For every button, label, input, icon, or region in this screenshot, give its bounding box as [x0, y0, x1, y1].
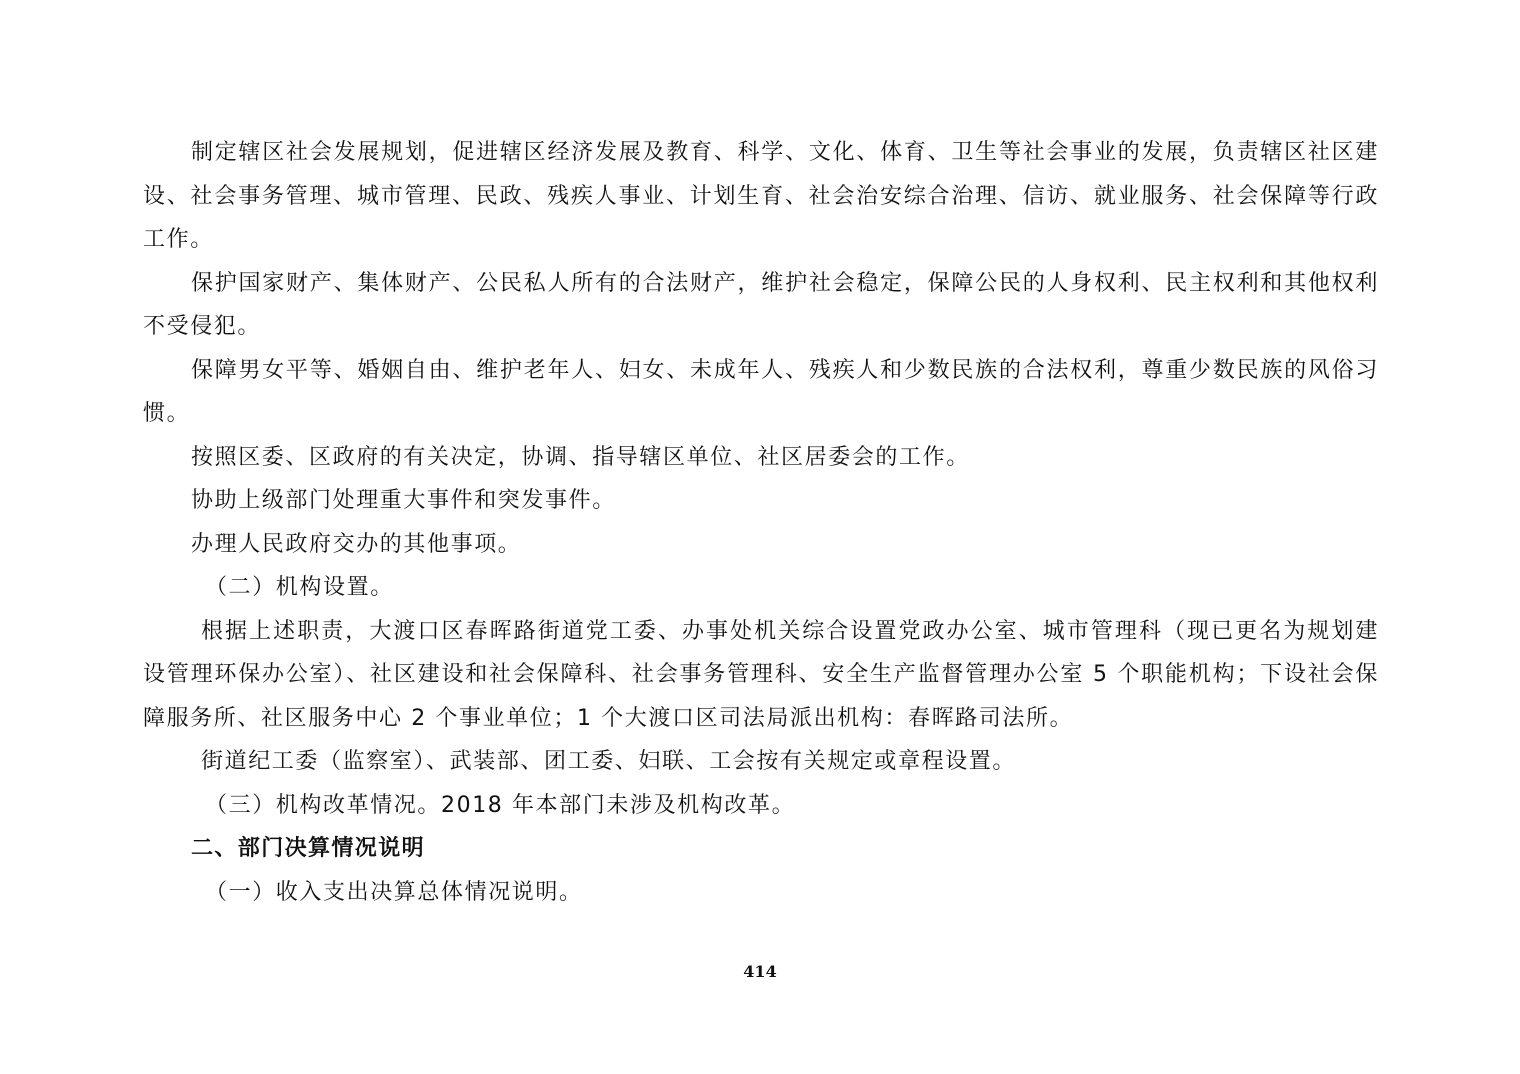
subheading-organization: （二）机构设置。 [205, 575, 394, 600]
document-body [143, 131, 1379, 914]
paragraph-duties-other: 办理人民政府交办的其他事项。 [191, 531, 522, 557]
paragraph-duties-property: 保护国家财产、集体财产、公民私人所有的合法财产，维护社会稳定，保障公民的人身权利、民主权利和其他权利不受侵犯。 [143, 270, 1379, 339]
paragraph-reform-status: （三）机构改革情况。2018 年本部门未涉及机构改革。 [205, 792, 796, 818]
section-heading-final-accounts: 二、部门决算情况说明 [191, 836, 426, 861]
paragraph-duties-equality: 保障男女平等、婚姻自由、维护老年人、妇女、未成年人、残疾人和少数民族的合法权利，尊重少数民族的风俗习惯。 [143, 357, 1379, 426]
paragraph-duties-planning: 制定辖区社会发展规划，促进辖区经济发展及教育、科学、文化、体育、卫生等社会事业的发展，负责辖区社区建设、社会事务管理、城市管理、民政、残疾人事业、计划生育、社会治安综合治理、信访、就业服务、社会保障等行政工作。 [143, 140, 1379, 252]
paragraph-organization-committees: 街道纪工委（监察室）、武装部、团工委、妇联、工会按有关规定或章程设置。 [201, 749, 1017, 774]
subheading-income-expenditure: （一）收入支出决算总体情况说明。 [205, 879, 583, 905]
paragraph-duties-emergency: 协助上级部门处理重大事件和突发事件。 [191, 488, 616, 513]
page-number: 414 [743, 962, 777, 981]
paragraph-organization-structure: 根据上述职责，大渡口区春晖路街道党工委、办事处机关综合设置党政办公室、城市管理科（现已更名为规划建设管理环保办公室）、社区建设和社会保障科、社会事务管理科、安全生产监督管理办公室 5 个职能机构；下设社会保障服务所、社区服务中心 2 个事业单位；1 个大渡口区司法局派出机构：春晖路司法所。 [143, 618, 1379, 731]
paragraph-duties-coordination: 按照区委、区政府的有关决定，协调、指导辖区单位、社区居委会的工作。 [191, 444, 970, 470]
